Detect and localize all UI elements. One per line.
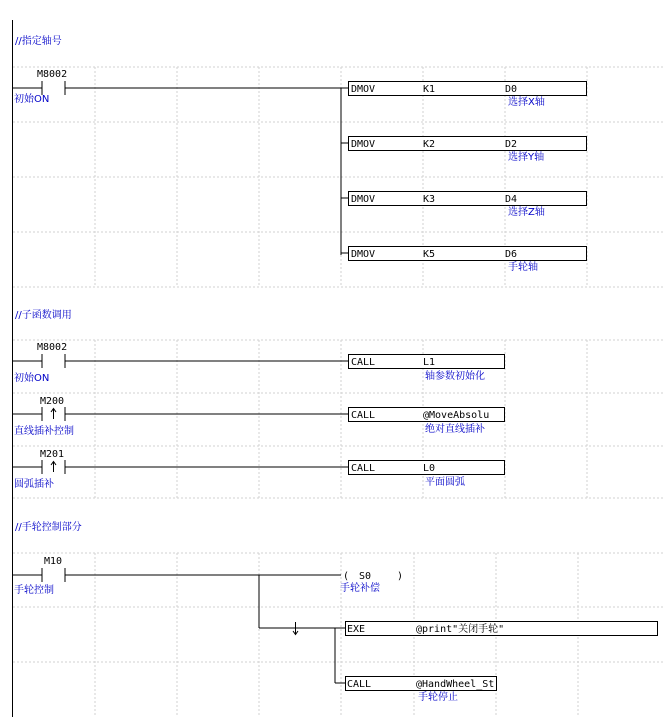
instruction-exe-print[interactable] bbox=[346, 622, 658, 636]
contact-m10[interactable] bbox=[13, 556, 65, 596]
svg-text:DMOV: DMOV bbox=[351, 194, 376, 205]
svg-text:D4: D4 bbox=[505, 194, 518, 205]
svg-text:K3: K3 bbox=[423, 194, 436, 205]
svg-text:D2: D2 bbox=[505, 139, 518, 150]
svg-text:L1: L1 bbox=[423, 357, 436, 368]
svg-text:CALL: CALL bbox=[351, 463, 376, 474]
instruction-dmov-d4[interactable] bbox=[349, 192, 587, 219]
svg-text:K2: K2 bbox=[423, 139, 436, 150]
svg-text:@HandWheel_St: @HandWheel_St bbox=[416, 679, 495, 690]
contact-m200[interactable] bbox=[13, 396, 74, 437]
instruction-call-l1[interactable] bbox=[349, 355, 505, 383]
contact-comment: 手轮控制 bbox=[14, 585, 54, 596]
svg-text:DMOV: DMOV bbox=[351, 84, 376, 95]
contact-comment: 初始ON bbox=[14, 94, 50, 105]
instruction-call-l0[interactable] bbox=[349, 461, 505, 489]
contact-device: M8002 bbox=[37, 69, 68, 80]
svg-text:D0: D0 bbox=[505, 84, 518, 95]
contact-m8002[interactable] bbox=[13, 342, 67, 384]
instruction-dmov-d0[interactable] bbox=[349, 82, 587, 109]
instruction-dmov-d6[interactable] bbox=[349, 247, 587, 274]
svg-text:手轮停止: 手轮停止 bbox=[418, 692, 458, 703]
svg-text:CALL: CALL bbox=[347, 679, 372, 690]
svg-text:@MoveAbsolu: @MoveAbsolu bbox=[423, 410, 490, 421]
svg-text:绝对直线插补: 绝对直线插补 bbox=[425, 424, 485, 435]
svg-text:手轮轴: 手轮轴 bbox=[508, 262, 538, 273]
svg-text:K5: K5 bbox=[423, 249, 436, 260]
coil-comment: 手轮补偿 bbox=[340, 583, 380, 594]
coil-device: S0 bbox=[359, 571, 372, 582]
contact-device: M8002 bbox=[37, 342, 68, 353]
section-comment: //指定轴号 bbox=[15, 36, 62, 47]
svg-text:EXE: EXE bbox=[347, 624, 366, 635]
rung-1[interactable] bbox=[13, 69, 587, 273]
section-comment: //子函数调用 bbox=[15, 310, 72, 321]
contact-m201[interactable] bbox=[13, 449, 65, 490]
svg-text:选择Z轴: 选择Z轴 bbox=[508, 207, 545, 218]
svg-text:(: ( bbox=[343, 571, 350, 582]
svg-text:CALL: CALL bbox=[351, 357, 376, 368]
contact-device: M10 bbox=[44, 556, 63, 567]
svg-text:K1: K1 bbox=[423, 84, 436, 95]
contact-device: M201 bbox=[40, 449, 65, 460]
contact-device: M200 bbox=[40, 396, 65, 407]
svg-text:选择Y轴: 选择Y轴 bbox=[508, 152, 545, 163]
svg-text:CALL: CALL bbox=[351, 410, 376, 421]
svg-text:DMOV: DMOV bbox=[351, 249, 376, 260]
contact-m8002[interactable] bbox=[13, 69, 67, 105]
svg-text:D6: D6 bbox=[505, 249, 518, 260]
instruction-dmov-d2[interactable] bbox=[349, 137, 587, 164]
svg-text:@print"关闭手轮": @print"关闭手轮" bbox=[416, 624, 505, 635]
rung-5[interactable] bbox=[13, 556, 658, 703]
coil-s0[interactable] bbox=[340, 571, 403, 594]
contact-comment: 圆弧插补 bbox=[14, 479, 54, 490]
svg-text:): ) bbox=[397, 571, 404, 582]
svg-text:L0: L0 bbox=[423, 463, 436, 474]
svg-text:选择X轴: 选择X轴 bbox=[508, 97, 545, 108]
instruction-call-moveabsolu[interactable] bbox=[349, 408, 505, 436]
contact-comment: 直线插补控制 bbox=[14, 426, 74, 437]
svg-text:DMOV: DMOV bbox=[351, 139, 376, 150]
instruction-call-handwheel[interactable] bbox=[346, 677, 497, 704]
svg-text:平面圆弧: 平面圆弧 bbox=[425, 477, 465, 488]
contact-comment: 初始ON bbox=[14, 373, 50, 384]
svg-text:轴参数初始化: 轴参数初始化 bbox=[425, 371, 485, 382]
grid-section-2 bbox=[13, 340, 665, 498]
section-comment: //手轮控制部分 bbox=[15, 522, 82, 533]
